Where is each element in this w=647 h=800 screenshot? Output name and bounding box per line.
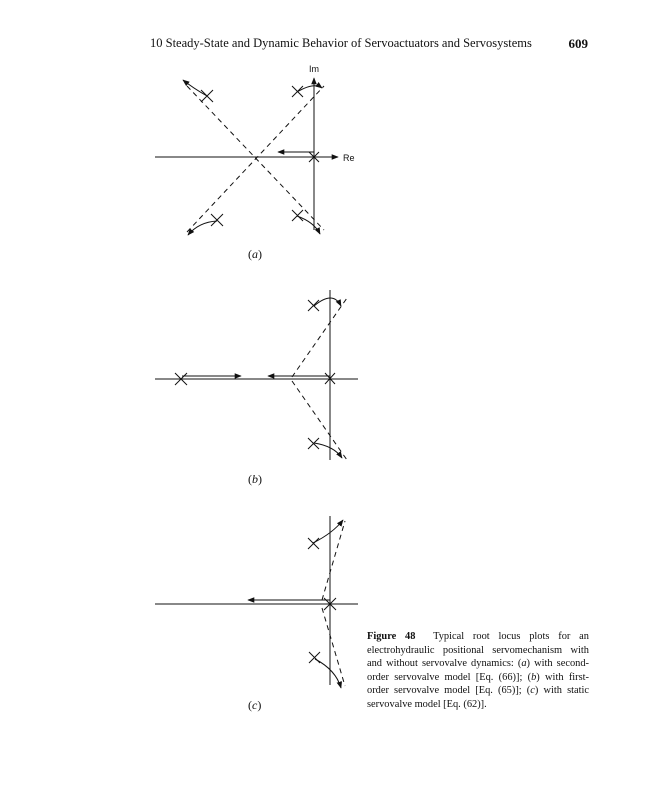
panel-c-pole-upper: [308, 538, 319, 549]
panel-a-asymptote-1: [187, 86, 324, 230]
panel-a-pole-ll: [211, 214, 223, 226]
chapter-title: 10 Steady-State and Dynamic Behavior of Servoactuators and Servosystems: [150, 36, 532, 50]
panel-c-label: (c): [248, 698, 262, 712]
figure-label: Figure 48: [367, 631, 416, 642]
panel-a-pole-lr: [292, 210, 303, 221]
panel-a-pole-ul: [201, 90, 213, 102]
panel-b-locus-upper: [314, 298, 341, 306]
panel-a-im-label: Im: [309, 64, 319, 74]
panel-a-locus-ll: [188, 221, 217, 235]
panel-b-label: (b): [248, 472, 262, 486]
panel-a-pole-ur: [292, 86, 303, 97]
panel-a-label: (a): [248, 247, 262, 261]
figure-caption: Figure 48 Typical root locus plots for an electrohydraulic positional servomechanism with and without servovalve dynamics: (a) with second-order servovalve model [Eq. (66)]; (b) with first-order servovalve model [Eq. (65)]; (c) with static servovalve model [Eq. (62)].: [367, 631, 590, 710]
panel-b-pole-upper: [308, 300, 319, 311]
panel-a-plot: [155, 78, 338, 235]
panel-a-re-label: Re: [343, 153, 355, 163]
page-number: 609: [568, 36, 588, 51]
panel-c-locus-lower: [315, 659, 341, 688]
panel-c-pole-lower: [309, 652, 320, 663]
panel-a-locus-ul: [183, 80, 207, 96]
panel-b-plot: [155, 290, 358, 460]
panel-b-asymptote-2: [292, 381, 347, 460]
panel-b-locus-lower: [314, 443, 342, 458]
panel-c-asymptote-1: [322, 521, 345, 600]
panel-c-plot: [155, 516, 358, 688]
panel-b-asymptote-1: [292, 298, 347, 377]
